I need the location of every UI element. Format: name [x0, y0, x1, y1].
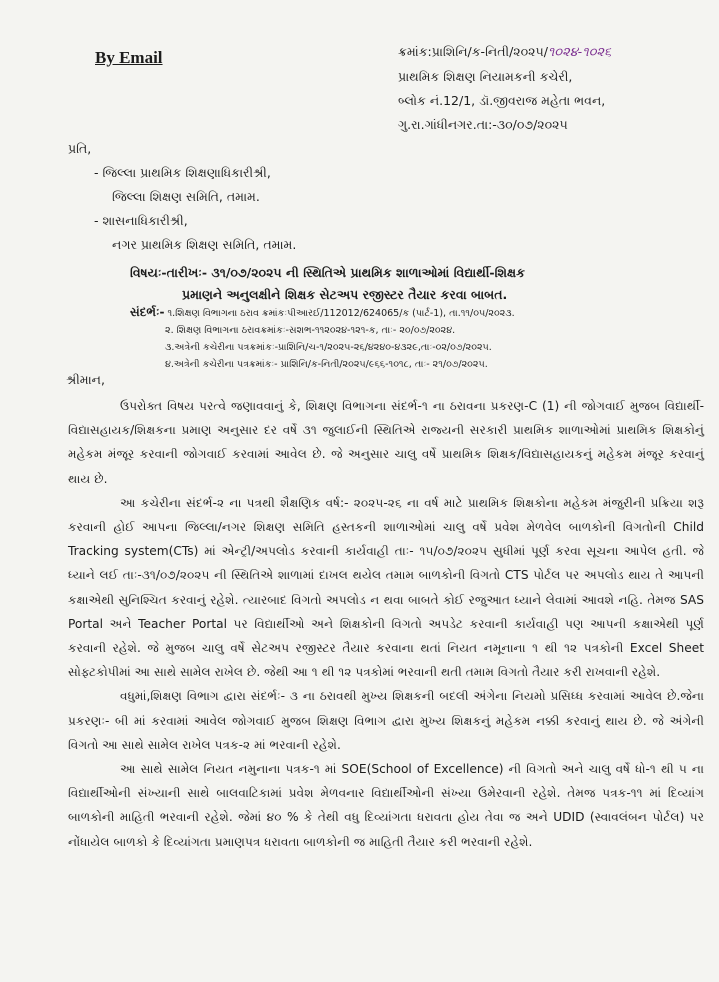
reference-item: ૨. શિક્ષણ વિભાગના ઠરાવક્રમાંકઃ-સશભ-૧૧૨૦૨૪-૧૨૧-ક, તાઃ- ૨૦/૦૭/૨૦૨૪.: [165, 325, 456, 336]
subject-line-1: વિષયઃ-તારીખઃ- ૩૧/૦૭/૨૦૨૫ ની સ્થિતિએ પ્રાથમિક શાળાઓમાં વિદ્યાર્થી-શિક્ષક: [130, 265, 525, 280]
reference-number: ક્રમાંક:પ્રાશિનિ/ક-નિતી/૨૦૨૫/૧૦૨૪-૧૦૨૬: [398, 44, 612, 60]
office-name: પ્રાથમિક શિક્ષણ નિયામકની કચેરી,: [398, 69, 573, 84]
salutation: શ્રીમાન,: [66, 372, 105, 387]
office-address: બ્લોક નં.12/1, ડૉ.જીવરાજ મહેતા ભવન,: [398, 93, 606, 108]
reference-item: ૩.અત્રેની કચેરીના પત્રક્રમાંકઃ-પ્રાશિનિ/ચ-૧/૨૦૨૫-૨૬/૪૨૪૦-૪૩૨૯,તાઃ-૦૨/૦૭/૨૦૨૫.: [165, 342, 492, 353]
references-block: [130, 304, 710, 373]
letter-body: [68, 394, 704, 854]
body-paragraph: આ કચેરીના સંદર્ભ-૨ ના પત્રથી શૈક્ષણિક વર્ષ:- ૨૦૨૫-૨૬ ના વર્ષ માટે પ્રાથમિક શિક્ષકોના મહેકમ મંજુરીની પ્રક્રિયા શરૂ કરવાની હોઈ આપના જિલ્લા/નગર શિક્ષણ સમિતિ હસ્તકની શાળાઓમાં ચાલુ વર્ષે પ્રવેશ મેળવેલ બાળકોની વિગતોની Child Tracking system(CTs) માં એન્ટ્રી/અપલોડ કરવાની કાર્યવાહી તાઃ- ૧૫/૦૭/૨૦૨૫ સુધીમાં પૂર્ણ કરવા સૂચના આપેલ હતી. જે ધ્યાને લઈ તાઃ-૩૧/૦૭/૨૦૨૫ ની સ્થિતિએ શાળામાં દાખલ થયેલ તમામ બાળકોની વિગતો CTS પોર્ટલ પર અપલોડ થાય તે આપની કક્ષાએથી સુનિશ્ચિત કરવાનું રહેશે. ત્યારબાદ વિગતો અપલોડ ન થવા બાબતે કોઈ રજુઆત ધ્યાને લેવામાં આવશે નહિ. તેમજ SAS Portal અને Teacher Portal પર વિદ્યાર્થીઓ અને શિક્ષકોની વિગતો અપડેટ કરવાની કાર્યવાહી પણ આપની કક્ષાએથી પૂર્ણ કરવાની રહેશે. જે મુજબ ચાલુ વર્ષે સેટઅપ રજીસ્ટર તૈયાર કરવાના થતાં નિયત નમૂનાના ૧ થી ૧૨ પત્રકોની Excel Sheet સોફ્ટકોપીમાં આ સાથે સામેલ રાખેલ છે. જેથી આ ૧ થી ૧૨ પત્રકોમાં ભરવાની થતી તમામ વિગતો તૈયાર કરી રાખવાની રહેશે.: [68, 495, 704, 680]
subject-label: વિષયઃ-: [130, 265, 167, 280]
reference-item: સંદર્ભઃ- ૧.શિક્ષણ વિભાગના ઠરાવ ક્રમાંકઃપીઆરઈ/112012/624065/ક (પાર્ટ-1), તા.૧૧/૦૫/૨૦૨૩.: [130, 305, 515, 319]
letter-header: [398, 40, 713, 137]
recipient-1-sub: જિલ્લા શિક્ષણ સમિતિ, તમામ.: [112, 189, 260, 204]
subject-block: [130, 262, 690, 306]
reference-item: ૪.અત્રેની કચેરીના પત્રક્રમાંકઃ- પ્રાશિનિ/ક-નિતી/૨૦૨૫/૯૬૬-૧૦૧૮, તાઃ- ૨૧/૦૭/૨૦૨૫.: [165, 359, 488, 370]
subject-line-2: પ્રમાણને અનુલક્ષીને શિક્ષક સેટઅપ રજીસ્ટર તૈયાર કરવા બાબત.: [182, 287, 508, 302]
recipient-2: - શાસનાધિકારીશ્રી,: [94, 213, 188, 228]
references-label: સંદર્ભઃ-: [130, 305, 165, 319]
recipients: [68, 137, 296, 257]
body-paragraph: આ સાથે સામેલ નિયત નમુનાના પત્રક-૧ માં SOE(School of Excellence) ની વિગતો અને ચાલુ વર્ષે ધો-૧ થી ૫ ના વિદ્યાર્થીઓની સંખ્યાની સાથે બાલવાટિકામાં પ્રવેશ મેળવનાર વિદ્યાર્થીઓની સંખ્યા ઉમેરવાની રહેશે. તેમજ પત્રક-૧૧ માં દિવ્યાંગ બાળકોની માહિતી ભરવાની રહેશે. જેમાં ૪૦ % કે તેથી વધુ દિવ્યાંગતા ધરાવતા હોય તેવા જ અને UDID (સ્વાવલંબન પોર્ટલ) પર નોંધાયેલ બાળકો કે દિવ્યાંગતા પ્રમાણપત્ર ધરાવતા બાળકોની જ માહિતી તૈયાર કરી ભરવાની રહેશે.: [68, 762, 704, 849]
body-paragraph: વધુમાં,શિક્ષણ વિભાગ દ્વારા સંદર્ભઃ- ૩ ના ઠરાવથી મુખ્ય શિક્ષકની બદલી અંગેના નિયમો પ્રસિધ્ધ કરવામાં આવેલ છે.જેના પ્રકરણઃ- બી માં કરવામાં આવેલ જોગવાઈ મુજબ શિક્ષણ વિભાગ દ્વારા મુખ્ય શિક્ષકનું મહેકમ નક્કી કરવાનું થાય છે. જે અંગેની વિગતો આ સાથે સામેલ રાખેલ પત્રક-૨ માં ભરવાની રહેશે.: [68, 689, 704, 752]
recipient-1: - જિલ્લા પ્રાથમિક શિક્ષણાધિકારીશ્રી,: [94, 165, 271, 180]
recipient-2-sub: નગર પ્રાથમિક શિક્ષણ સમિતિ, તમામ.: [112, 237, 297, 252]
by-email-label: By Email: [95, 48, 163, 67]
city-date: ગુ.રા.ગાંધીનગર.તા:-૩૦/૦૭/૨૦૨૫: [398, 117, 568, 132]
body-paragraph: ઉપરોક્ત વિષય પરત્વે જણાવવાનું કે, શિક્ષણ વિભાગના સંદર્ભ-૧ ના ઠરાવના પ્રકરણ-C (1) ની જોગવાઈ મુજબ વિદ્યાર્થી-વિદ્યાસહાયક/શિક્ષકના પ્રમાણ અનુસાર દર વર્ષે ૩૧ જુલાઈની સ્થિતિએ રાજ્યની સરકારી પ્રાથમિક શાળાઓમાં પ્રાથમિક શિક્ષકોનું મહેકમ મંજૂર કરવાની જોગવાઈ કરવામાં આવેલ છે. જે અનુસાર ચાલુ વર્ષે પ્રાથમિક શિક્ષક/વિદ્યાસહાયકનું મહેકમ મંજૂર કરવાનું થાય છે.: [68, 399, 704, 486]
handwritten-number: ૧૦૨૪-૧૦૨૬: [547, 45, 612, 60]
prati-label: પ્રતિ,: [68, 141, 92, 156]
